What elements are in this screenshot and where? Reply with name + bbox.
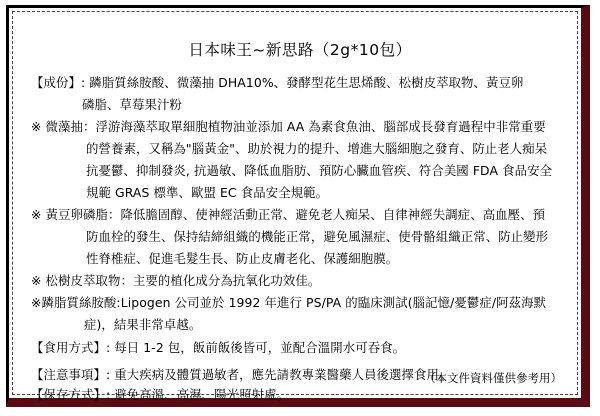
soy-line-2: 防血栓的發生、保持結締組織的機能正常，避免風濕症、使骨骼組織正常、防止變形 bbox=[86, 229, 549, 244]
footnote: （本文件資料僅供參考用） bbox=[424, 371, 562, 385]
algae-line-2: 的營養素，又稱為"腦黃金"、助於視力的提升、增進大腦細胞之發育、防止老人痴呆 bbox=[86, 141, 548, 156]
soy-line-1: ※ 黃豆卵磷脂：降低膽固醇、使神經活動正常、避免老人痴呆、自律神經失調症、高血壓、預 bbox=[31, 207, 546, 222]
ps-line-2: 症)，結果非常卓越。 bbox=[84, 317, 202, 332]
product-title: 日本味王~新思路（2g*10包） bbox=[188, 41, 412, 59]
ingredients-line-1: 【成份】: 蹸脂質絲胺酸、微藻抽 DHA10%、發酵型花生思烯酸、松樹皮萃取物、黃豆卵 bbox=[31, 75, 524, 90]
soy-line-3: 性脊椎症、促進毛髮生長、防止皮膚老化、保護細胞膜。 bbox=[86, 251, 399, 266]
caution-line: 【注意事項】: 重大疾病及體質過敏者，應先請教專業醫藥人員後選擇食用。 bbox=[31, 367, 452, 382]
algae-line-1: ※ 微藻抽：浮游海藻萃取單細胞植物油並添加 AA 為素食魚油、腦部成長發育過程中非常重要 bbox=[31, 119, 546, 134]
storage-line: 【保存方式】: 避免高溫、高濕、陽光照射處。 bbox=[31, 387, 290, 402]
algae-line-4: 規範 GRAS 標準、歐盟 EC 食品安全規範。 bbox=[86, 185, 329, 200]
usage-line: 【食用方式】: 每日 1-2 包，飯前飯後皆可，並配合溫開水可吞食。 bbox=[31, 340, 406, 355]
ps-line-1: ※蹸脂質絲胺酸:Lipogen 公司並於 1992 年進行 PS/PA 的臨床測試(腦記憶/憂鬱症/阿茲海默 bbox=[31, 295, 547, 310]
pine-line: ※ 松樹皮萃取物：主要的植化成分為抗氧化功效佳。 bbox=[31, 273, 321, 288]
ingredients-line-2: 磷脂、草莓果汁粉 bbox=[82, 97, 182, 112]
algae-line-3: 抗憂鬱、抑制發炎, 抗過敏、降低血脂肪、預防心臟血管疾、符合美國 FDA 食品安全 bbox=[86, 163, 553, 178]
